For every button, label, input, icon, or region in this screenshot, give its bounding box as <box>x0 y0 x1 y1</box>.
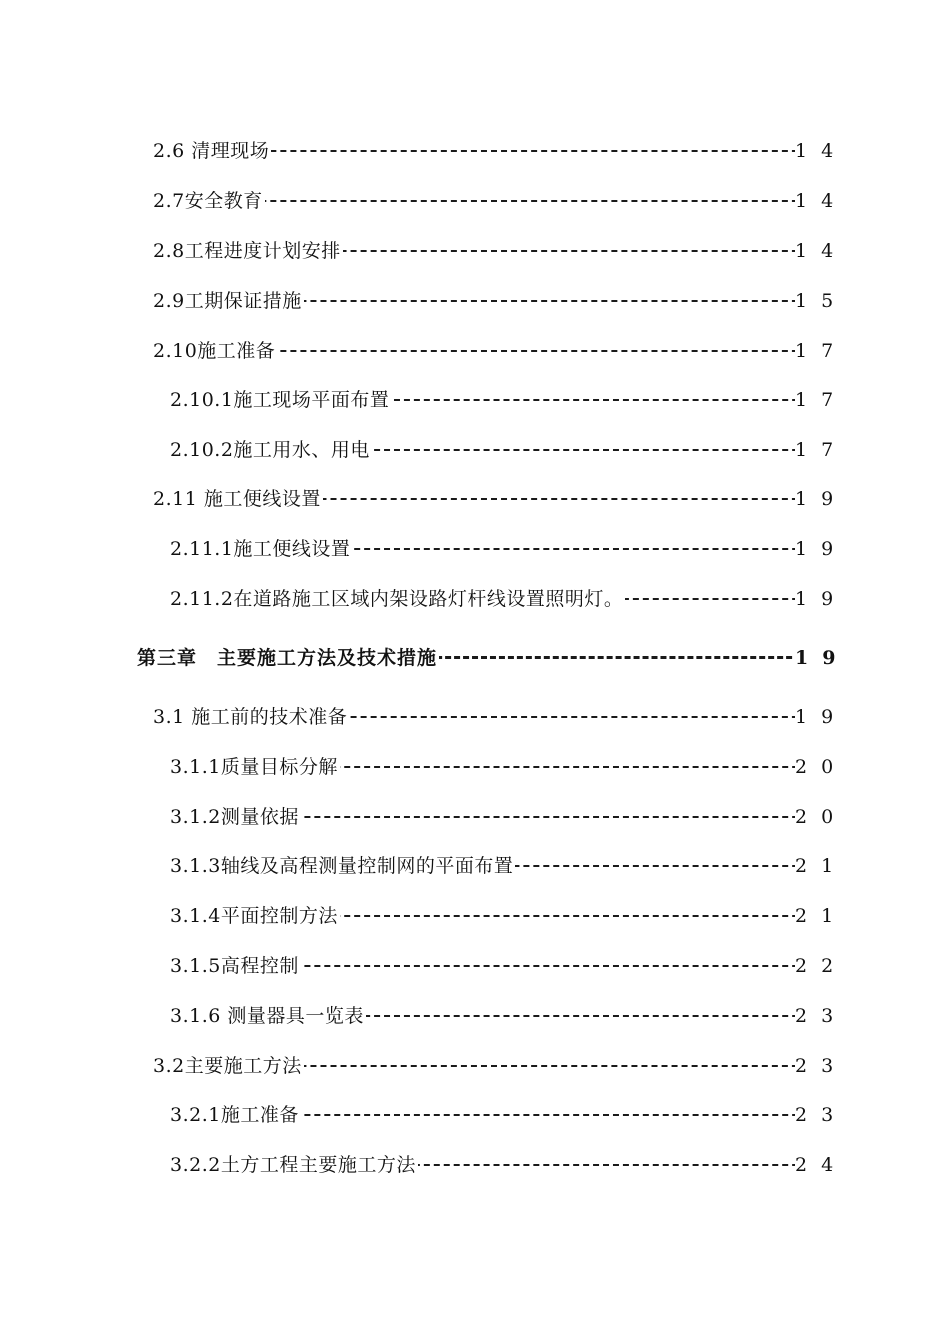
toc-entry-2-9 <box>0 284 950 318</box>
toc-entry-page-number: 23 <box>795 1049 835 1083</box>
toc-entry-page-number: 19 <box>795 482 835 516</box>
toc-entry-2-10-2 <box>0 433 950 467</box>
toc-entry-title: 3.2.1施工准备 <box>170 1098 301 1132</box>
toc-entry-page-number: 17 <box>795 433 835 467</box>
toc-entry-2-11-2 <box>0 582 950 616</box>
toc-entry-3-1-3 <box>0 849 950 883</box>
toc-entry-3-1-4 <box>0 899 950 933</box>
toc-entry-title: 2.11.2在道路施工区域内架设路灯杆线设置照明灯。 <box>170 582 625 616</box>
toc-entry-title: 2.11.1施工便线设置 <box>170 532 352 566</box>
toc-entry-2-7 <box>0 184 950 218</box>
toc-entry-3-1-6 <box>0 999 950 1033</box>
toc-entry-title: 2.9工期保证措施 <box>153 284 304 318</box>
toc-entry-2-10 <box>0 334 950 368</box>
toc-entry-2-11-1 <box>0 532 950 566</box>
toc-entry-page-number: 23 <box>795 999 835 1033</box>
toc-chapter-3 <box>0 641 950 675</box>
toc-entry-3-2 <box>0 1049 950 1083</box>
toc-entry-title: 3.2主要施工方法 <box>153 1049 304 1083</box>
toc-entry-title: 3.1.6 测量器具一览表 <box>170 999 366 1033</box>
toc-entry-page-number: 19 <box>795 700 835 734</box>
toc-entry-2-6 <box>0 134 950 168</box>
toc-entry-title: 3.1.3轴线及高程测量控制网的平面布置 <box>170 849 515 883</box>
toc-entry-page-number: 17 <box>795 334 835 368</box>
toc-entry-3-1-1 <box>0 750 950 784</box>
toc-entry-3-1 <box>0 700 950 734</box>
toc-entry-page-number: 22 <box>795 949 835 983</box>
toc-entry-title: 3.1.2测量依据 <box>170 800 301 834</box>
toc-entry-2-8 <box>0 234 950 268</box>
toc-entry-page-number: 19 <box>795 532 835 566</box>
toc-entry-page-number: 24 <box>795 1148 835 1182</box>
toc-entry-page-number: 20 <box>795 750 835 784</box>
toc-entry-3-2-1 <box>0 1098 950 1132</box>
toc-entry-3-2-2 <box>0 1148 950 1182</box>
toc-entry-page-number: 15 <box>795 284 835 318</box>
toc-entry-title: 3.1.5高程控制 <box>170 949 301 983</box>
toc-entry-page-number: 19 <box>795 641 835 675</box>
toc-entry-page-number: 14 <box>795 134 835 168</box>
toc-entry-title: 2.10.2施工用水、用电 <box>170 433 372 467</box>
toc-entry-title: 3.1.4平面控制方法 <box>170 899 340 933</box>
toc-entry-2-11 <box>0 482 950 516</box>
toc-entry-title: 2.10.1施工现场平面布置 <box>170 383 391 417</box>
toc-entry-page-number: 21 <box>795 849 835 883</box>
toc-entry-title: 3.1.1质量目标分解 <box>170 750 340 784</box>
toc-entry-title: 2.10施工准备 <box>153 334 277 368</box>
toc-entry-title: 2.7安全教育 <box>153 184 265 218</box>
toc-entry-title: 2.6 清理现场 <box>153 134 271 168</box>
toc-entry-3-1-2 <box>0 800 950 834</box>
toc-entry-title: 3.2.2土方工程主要施工方法 <box>170 1148 418 1182</box>
toc-entry-page-number: 19 <box>795 582 835 616</box>
toc-entry-title: 2.11 施工便线设置 <box>153 482 323 516</box>
toc-entry-3-1-5 <box>0 949 950 983</box>
toc-chapter-title: 第三章 主要施工方法及技术措施 <box>137 641 439 675</box>
toc-entry-page-number: 23 <box>795 1098 835 1132</box>
toc-entry-page-number: 17 <box>795 383 835 417</box>
toc-entry-page-number: 20 <box>795 800 835 834</box>
toc-entry-page-number: 14 <box>795 184 835 218</box>
toc-entry-title: 2.8工程进度计划安排 <box>153 234 343 268</box>
toc-entry-title: 3.1 施工前的技术准备 <box>153 700 349 734</box>
toc-entry-page-number: 21 <box>795 899 835 933</box>
toc-entry-2-10-1 <box>0 383 950 417</box>
toc-entry-page-number: 14 <box>795 234 835 268</box>
